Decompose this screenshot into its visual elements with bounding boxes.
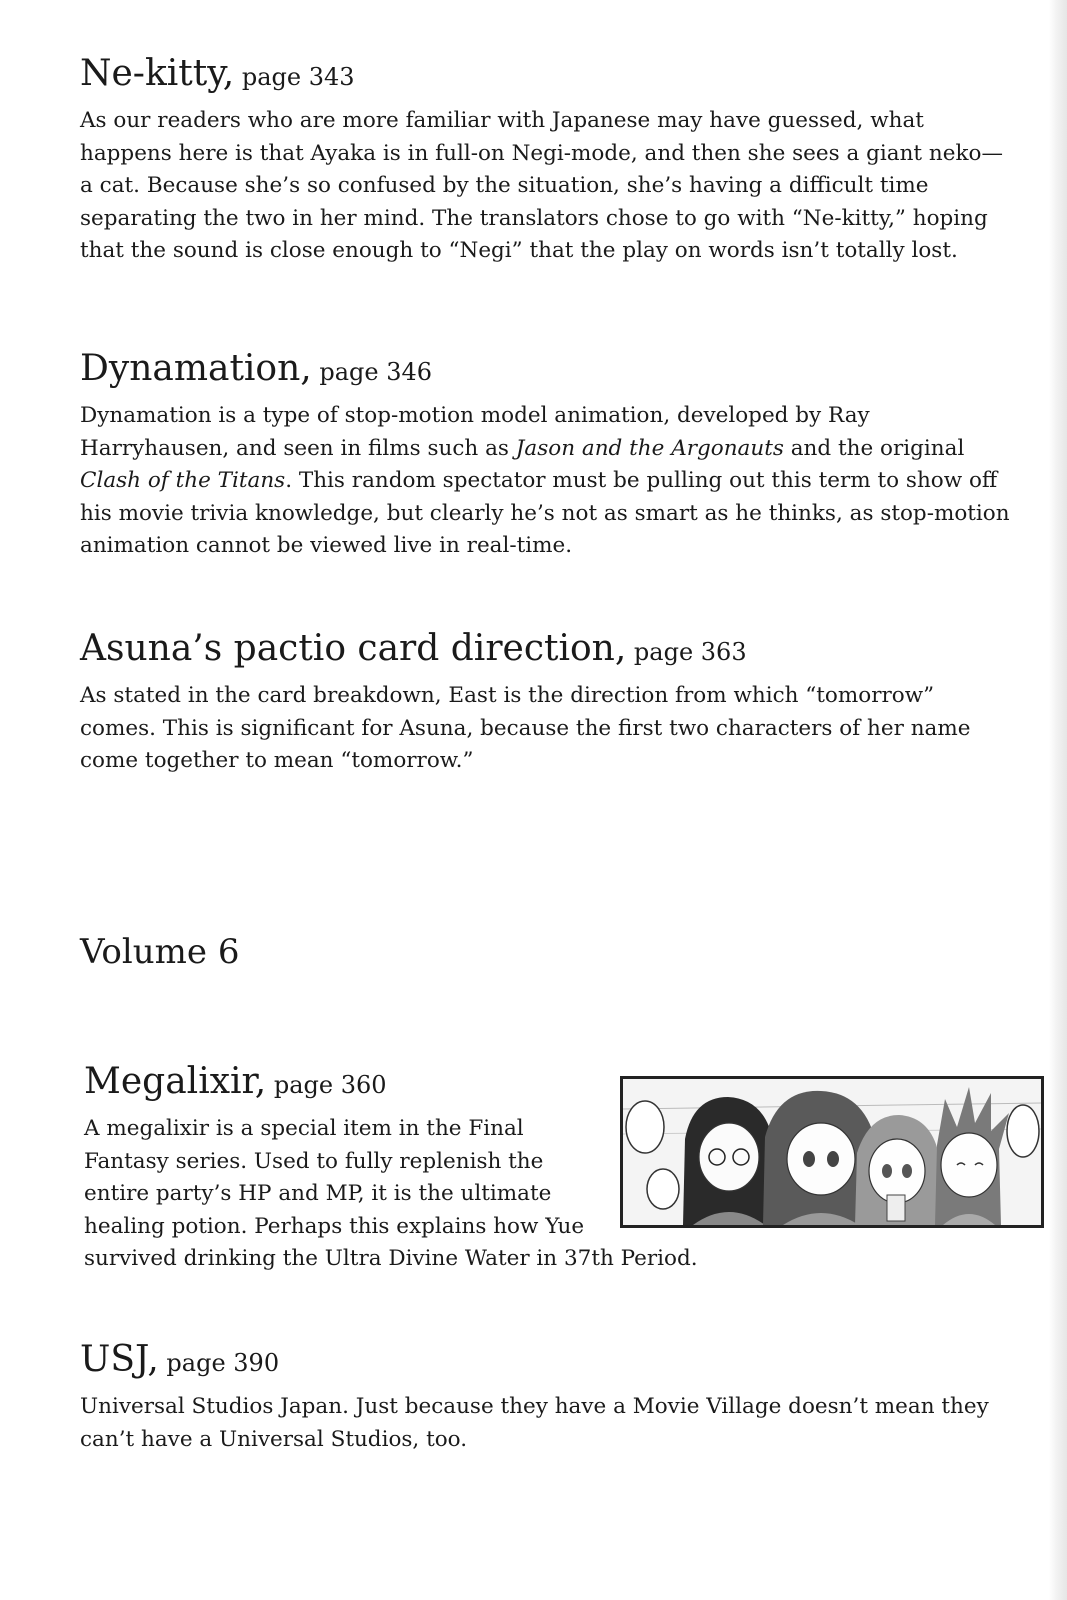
note-usj bbox=[80, 1338, 1010, 1456]
note-body: As our readers who are more familiar with Japanese may have guessed, what happens here is that Ayaka is in full-on Negi-mode, and then she sees a giant neko—a cat. Because she’s so confused by the situation, she’s having a difficult time separating the two in her mind. The translators chose to go with “Ne-kitty,” hoping that the sound is close enough to “Negi” that the play on words isn’t totally lost. bbox=[80, 108, 1003, 264]
note-term: Ne-kitty, bbox=[80, 53, 235, 94]
note-page-ref: page 363 bbox=[633, 638, 747, 666]
manga-illustration bbox=[620, 1076, 1044, 1228]
note-body-part: Dynamation is a type of stop-motion model animation, developed by Ray Harryhausen, and seen in films such as bbox=[80, 403, 870, 461]
page-edge-shadow bbox=[1049, 0, 1067, 1600]
manga-characters-image bbox=[623, 1079, 1041, 1225]
note-megalixir bbox=[84, 1060, 1044, 1276]
note-asuna-pactio bbox=[80, 627, 1010, 778]
note-term: Asuna’s pactio card direction, bbox=[80, 628, 627, 669]
film-title: Jason and the Argonauts bbox=[515, 435, 784, 461]
note-heading bbox=[80, 347, 1010, 390]
note-heading bbox=[80, 627, 1010, 670]
note-body: Universal Studios Japan. Just because they have a Movie Village doesn’t mean they can’t have a Universal Studios, too. bbox=[80, 1394, 989, 1452]
note-page-ref: page 346 bbox=[319, 358, 433, 386]
note-ne-kitty bbox=[80, 52, 1010, 268]
volume-title: Volume 6 bbox=[80, 932, 240, 972]
film-title: Clash of the Titans bbox=[80, 468, 286, 494]
note-term: USJ, bbox=[80, 1339, 159, 1380]
note-page-ref: page 343 bbox=[241, 63, 355, 91]
note-body: As stated in the card breakdown, East is the direction from which “tomorrow” comes. This is significant for Asuna, because the first two characters of her name come together to mean “tomorrow.” bbox=[80, 683, 971, 774]
note-term: Dynamation, bbox=[80, 348, 312, 389]
note-page-ref: page 360 bbox=[273, 1071, 387, 1099]
note-body: A megalixir is a special item in the Final Fantasy series. Used to fully replenish the entire party’s HP and MP, it is the ultimate healing potion. Perhaps this explains how Yue survived drinking the Ultra Divine Water in 37th Period. bbox=[84, 1116, 698, 1272]
note-body-part: and the original bbox=[783, 435, 965, 461]
note-body bbox=[80, 400, 1010, 563]
note-heading bbox=[80, 52, 1010, 95]
note-term: Megalixir, bbox=[84, 1061, 267, 1102]
note-heading bbox=[80, 1338, 1010, 1381]
note-page-ref: page 390 bbox=[166, 1349, 280, 1377]
note-body-part: . This random spectator must be pulling out this term to show off his movie trivia knowledge, but clearly he’s not as smart as he thinks, as stop-motion animation cannot be viewed live in real-time. bbox=[80, 468, 1010, 559]
note-dynamation bbox=[80, 347, 1010, 563]
